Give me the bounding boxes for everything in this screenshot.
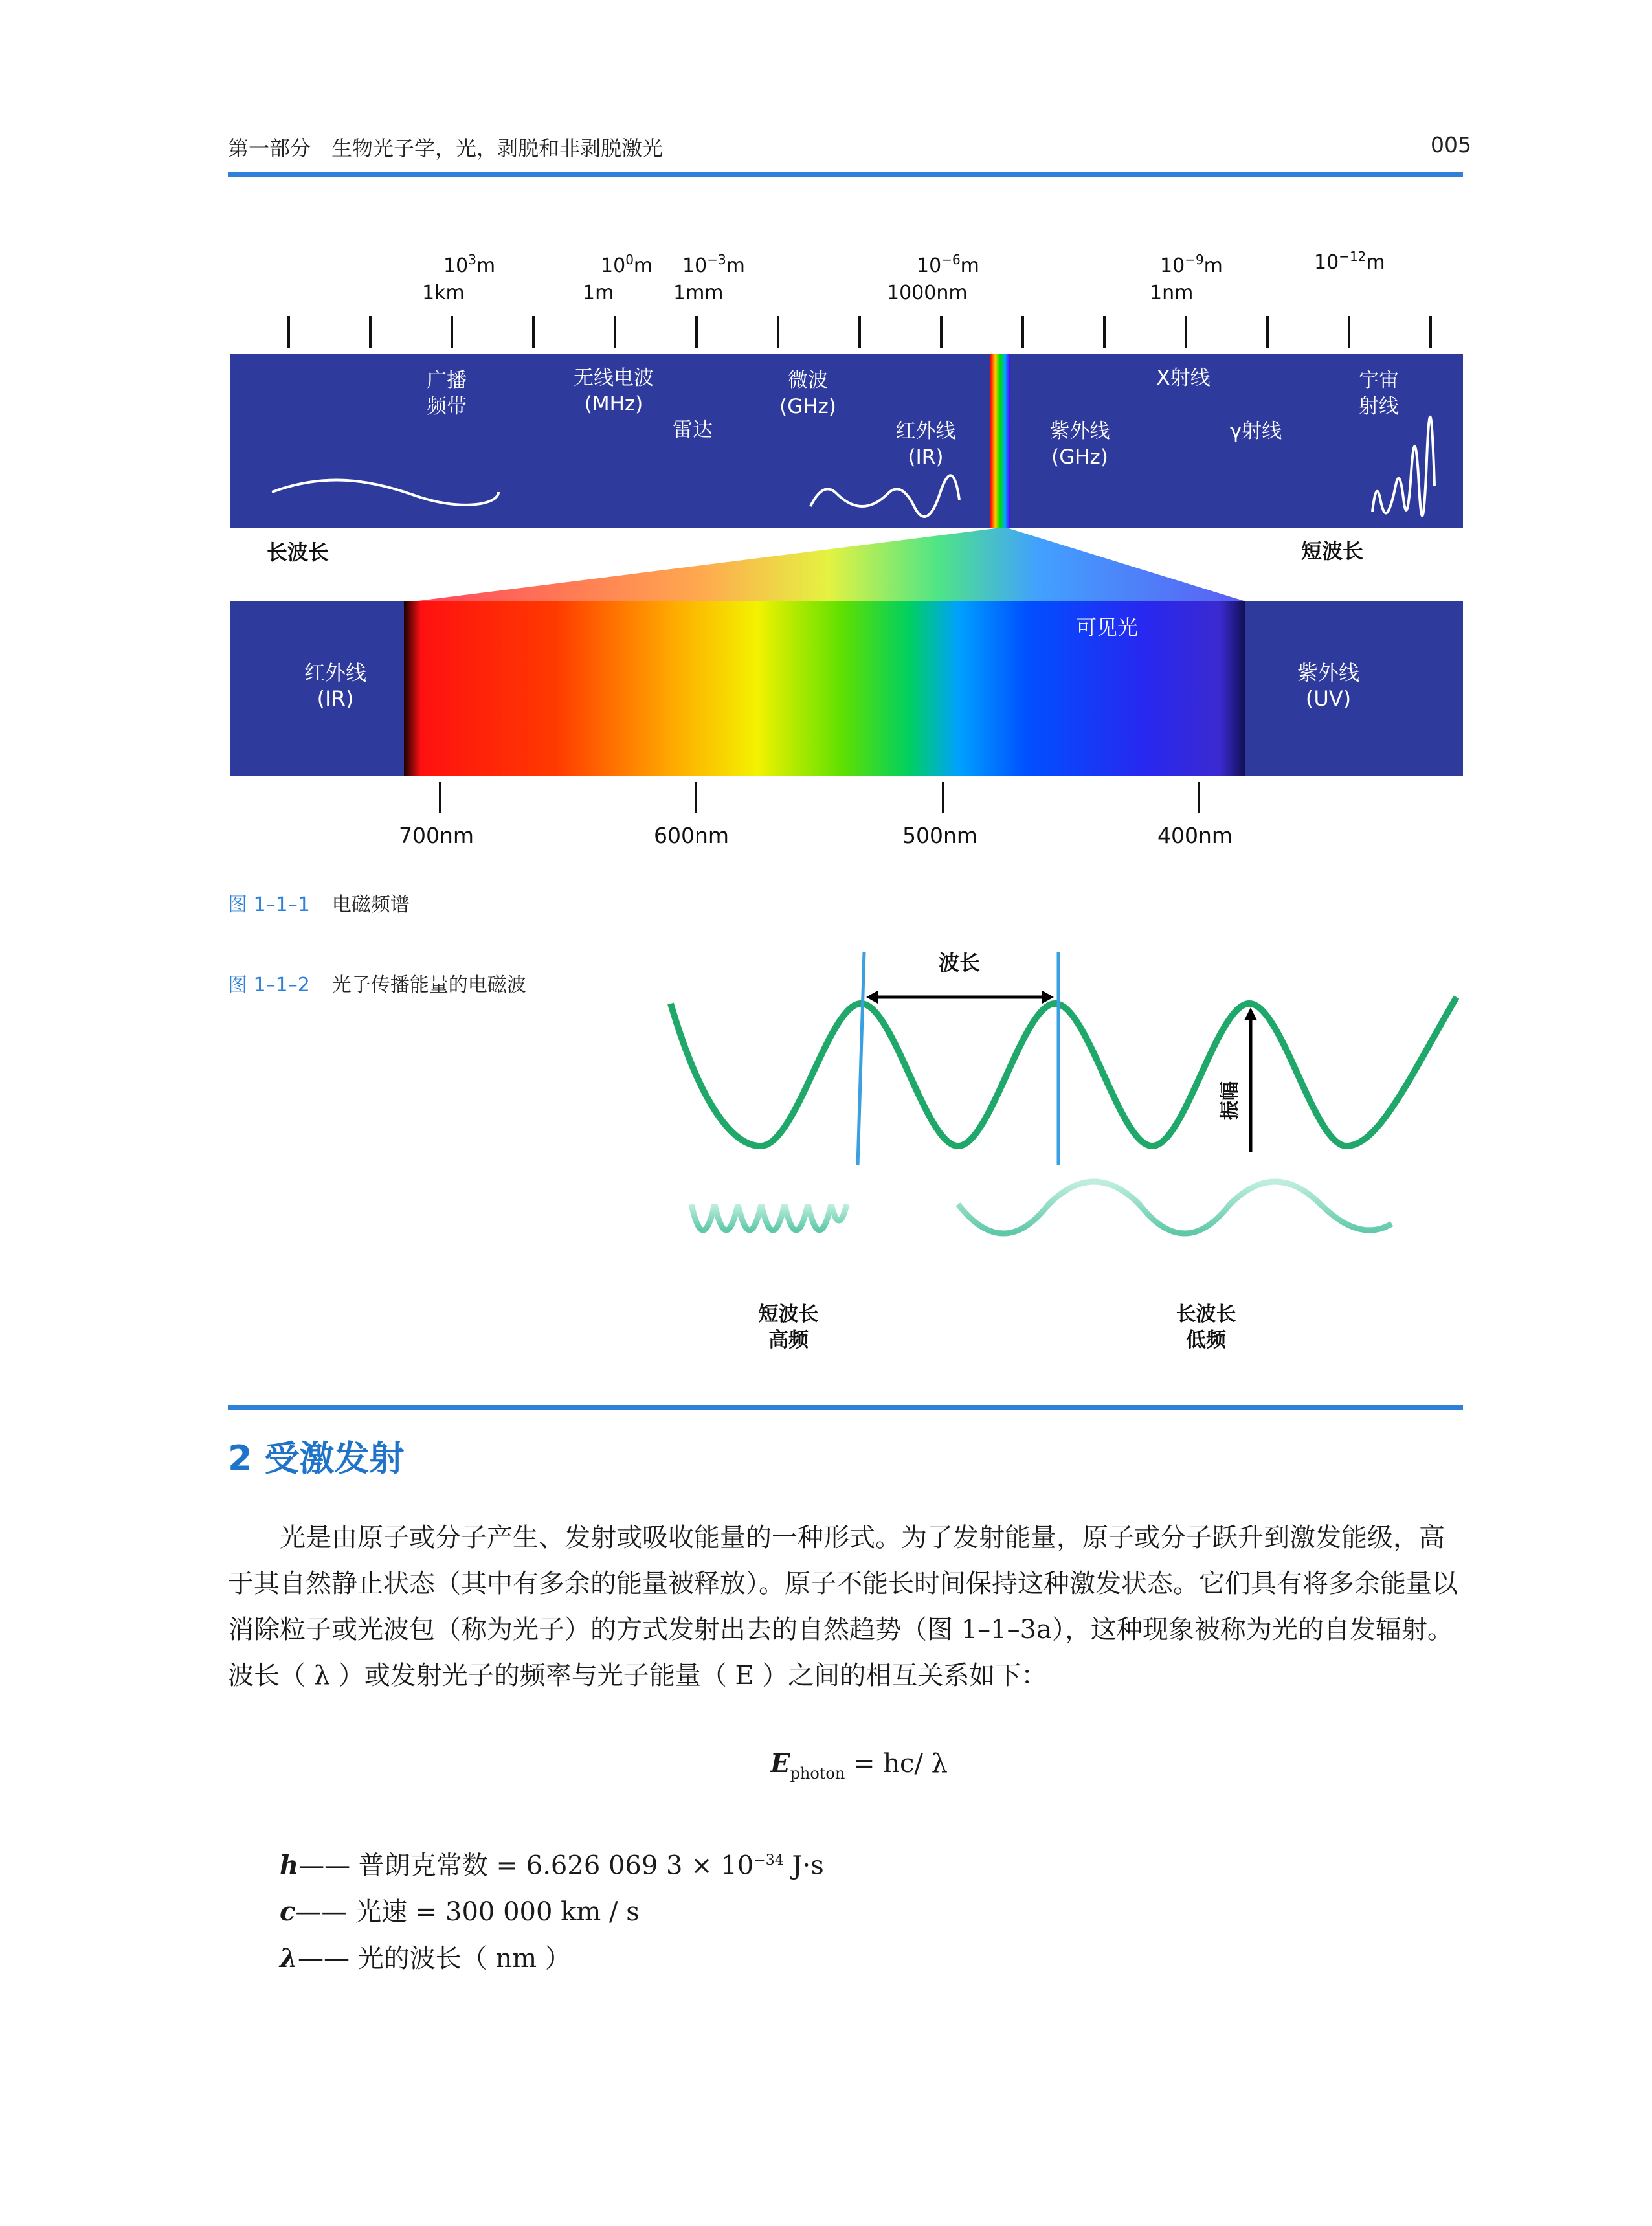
tick-700nm: 700nm bbox=[398, 823, 474, 848]
figure-1-caption bbox=[228, 888, 410, 917]
visible-uv-1: 紫外线 bbox=[1297, 660, 1360, 685]
band-xray: X射线 bbox=[1156, 366, 1211, 390]
tick-600nm: 600nm bbox=[653, 823, 730, 848]
energy-formula bbox=[770, 1748, 948, 1782]
figure-1-text: 电磁频谱 bbox=[331, 894, 410, 916]
band-radar: 雷达 bbox=[673, 418, 713, 442]
scale-ticks bbox=[289, 316, 1431, 348]
long-wavelength-label: 长波长 bbox=[267, 540, 329, 565]
figure-2-caption bbox=[228, 969, 526, 997]
band-cosmic-1: 宇宙 bbox=[1359, 369, 1399, 392]
scale-label-1m: 1m bbox=[583, 282, 614, 304]
scale-label-1nm: 1nm bbox=[1150, 282, 1194, 304]
body-paragraph-text: 光是由原子或分子产生、发射或吸收能量的一种形式。为了发射能量，原子或分子跃升到激发能级，高于其自然静止状态（其中有多余的能量被释放）。原子不能长时间保持这种激发状态。它们具有将多余能量以消除粒子或光波包（称为光子）的方式发射出去的自然趋势（图 1–1–3a），这种现象被称为光的自发辐射。波长（ λ ）或发射光子的频率与光子能量（ E ）之间的相互关系如下： bbox=[228, 1523, 1458, 1691]
short-wave bbox=[691, 1204, 847, 1230]
definition-h: h—— 普朗克常数 = 6.626 069 $3 \times 10^{-34}$ J·s bbox=[280, 1850, 824, 1881]
band-radio-2: (MHz) bbox=[584, 392, 643, 416]
short-wavelength-caption: 短波长 bbox=[758, 1303, 819, 1326]
formula-rhs: = hc/ λ bbox=[853, 1749, 948, 1779]
band-gamma: γ射线 bbox=[1229, 420, 1282, 443]
scale-label-1km: 1km bbox=[422, 282, 465, 304]
body-paragraph bbox=[228, 1515, 1464, 1699]
header-rule bbox=[228, 172, 1463, 177]
section-title: 2 受激发射 bbox=[228, 1438, 405, 1479]
long-wave bbox=[958, 1182, 1392, 1233]
band-microwave-2: (GHz) bbox=[779, 395, 836, 418]
visible-ir-2: (IR) bbox=[317, 686, 354, 711]
short-wavelength-label: 短波长 bbox=[1301, 539, 1364, 563]
band-uv-1: 紫外线 bbox=[1049, 420, 1110, 443]
definition-lambda: λ—— 光的波长（ nm ） bbox=[280, 1943, 571, 1974]
tick-500nm: 500nm bbox=[902, 823, 978, 848]
scale-label-1e-3: $10^{-3}m$ bbox=[682, 252, 745, 277]
definition-c: c—— 光速 = 300 000 km / s bbox=[280, 1896, 640, 1928]
amplitude-label: 振幅 bbox=[1219, 1081, 1242, 1120]
long-wavelength-caption: 长波长 bbox=[1176, 1303, 1236, 1326]
scale-label-1mm: 1mm bbox=[673, 282, 724, 304]
main-wave bbox=[671, 997, 1457, 1146]
spectrum-slit bbox=[990, 354, 1010, 528]
figure-1-number: 图 1–1–1 bbox=[228, 894, 310, 916]
wavelength-marker-left bbox=[858, 952, 864, 1165]
visible-light-label: 可见光 bbox=[1075, 615, 1139, 640]
visible-fan bbox=[408, 528, 1248, 602]
band-broadcast-1: 广播 bbox=[427, 369, 467, 392]
band-radio-1: 无线电波 bbox=[574, 366, 654, 390]
band-broadcast-2: 频带 bbox=[427, 395, 467, 418]
running-header-title: 第一部分 生物光子学，光，剥脱和非剥脱激光 bbox=[228, 136, 664, 161]
band-cosmic-2: 射线 bbox=[1359, 395, 1399, 418]
figure-2-text: 光子传播能量的电磁波 bbox=[331, 974, 526, 996]
formula-lhs: E bbox=[770, 1748, 790, 1779]
symbol-definitions bbox=[280, 1838, 824, 1982]
band-uv-2: (GHz) bbox=[1051, 445, 1108, 469]
low-frequency-caption: 低频 bbox=[1186, 1329, 1226, 1352]
high-frequency-caption: 高频 bbox=[768, 1329, 809, 1352]
scale-labels bbox=[422, 249, 1385, 304]
scale-label-1e-9: $10^{-9}m$ bbox=[1160, 252, 1223, 277]
scale-label-1e3: $10^3m$ bbox=[443, 252, 496, 277]
figure-2-number: 图 1–1–2 bbox=[228, 974, 310, 996]
wavelength-label: 波长 bbox=[938, 950, 981, 975]
band-ir-1: 红外线 bbox=[895, 420, 956, 443]
visible-ir-1: 红外线 bbox=[304, 660, 367, 685]
tick-400nm: 400nm bbox=[1157, 823, 1233, 848]
section-rule bbox=[228, 1405, 1463, 1410]
em-spectrum-figure bbox=[220, 233, 1469, 874]
visible-uv-2: (UV) bbox=[1305, 686, 1352, 711]
formula-subscript: photon bbox=[790, 1764, 845, 1782]
band-ir-2: (IR) bbox=[908, 445, 944, 469]
wave-figure bbox=[660, 932, 1469, 1373]
scale-label-1000nm: 1000nm bbox=[887, 282, 968, 304]
scale-label-1e-12: $10^{-12}m$ bbox=[1314, 249, 1385, 274]
scale-label-1e0: $10^0m$ bbox=[601, 252, 653, 277]
band-microwave-1: 微波 bbox=[788, 369, 828, 392]
page-number: 005 bbox=[1431, 132, 1471, 157]
scale-label-1e-6: $10^{-6}m$ bbox=[917, 252, 979, 277]
